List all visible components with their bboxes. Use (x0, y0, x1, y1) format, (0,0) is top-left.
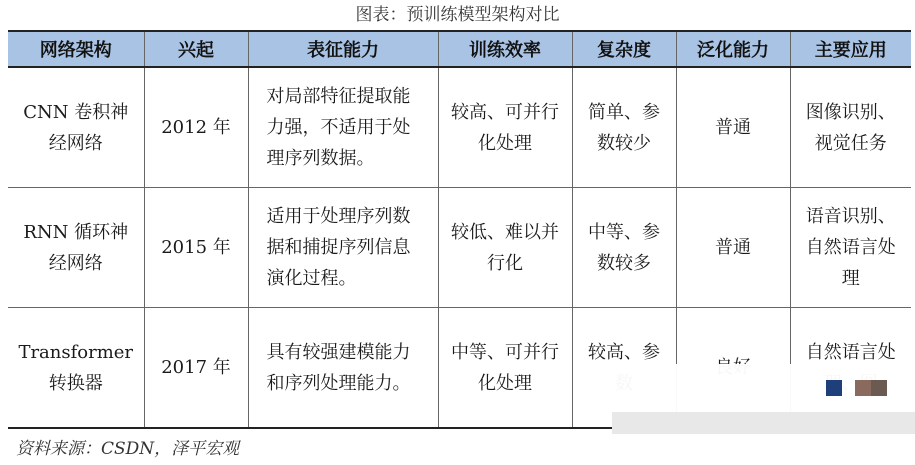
cell-architecture: RNN 循环神经网络 (8, 188, 144, 308)
cell-application: 图像识别、视觉任务 (790, 67, 911, 188)
cell-architecture: Transformer 转换器 (8, 308, 144, 429)
source-note: 资料来源：CSDN，泽平宏观 (16, 439, 240, 459)
color-swatch (826, 380, 842, 396)
table-caption: 图表：预训练模型架构对比 (355, 5, 560, 25)
table-row (8, 188, 911, 308)
overlay-strip (612, 412, 915, 434)
header-cell: 复杂度 (572, 31, 676, 67)
cell-application: 语音识别、自然语言处理 (790, 188, 911, 308)
cell-year: 2015 年 (144, 188, 248, 308)
cell-year: 2012 年 (144, 67, 248, 188)
cell-year: 2017 年 (144, 308, 248, 429)
table-header-row (8, 31, 911, 67)
cell-architecture: CNN 卷积神经网络 (8, 67, 144, 188)
cell-training-efficiency: 较高、可并行化处理 (438, 67, 572, 188)
cell-complexity: 较高、参 (572, 308, 676, 429)
header-cell: 主要应用 (790, 31, 911, 67)
cell-complexity: 简单、参数较少 (572, 67, 676, 188)
cell-representation: 对局部特征提取能力强，不适用于处理序列数据。 (248, 67, 438, 188)
cell-application: 自然语言处 (790, 308, 911, 429)
header-cell: 兴起 (144, 31, 248, 67)
cell-generalization: 普通 (676, 188, 790, 308)
cell-representation: 具有较强建模能力和序列处理能力。 (248, 308, 438, 429)
header-cell: 训练效率 (438, 31, 572, 67)
cell-complexity: 中等、参数较多 (572, 188, 676, 308)
color-swatch (855, 380, 871, 396)
table-row (8, 67, 911, 188)
cell-training-efficiency: 较低、难以并行化 (438, 188, 572, 308)
color-swatch (871, 380, 887, 396)
cell-training-efficiency: 中等、可并行化处理 (438, 308, 572, 429)
header-cell: 表征能力 (248, 31, 438, 67)
cell-representation: 适用于处理序列数据和捕捉序列信息演化过程。 (248, 188, 438, 308)
cell-generalization: 普通 (676, 67, 790, 188)
header-cell: 泛化能力 (676, 31, 790, 67)
header-cell: 网络架构 (8, 31, 144, 67)
